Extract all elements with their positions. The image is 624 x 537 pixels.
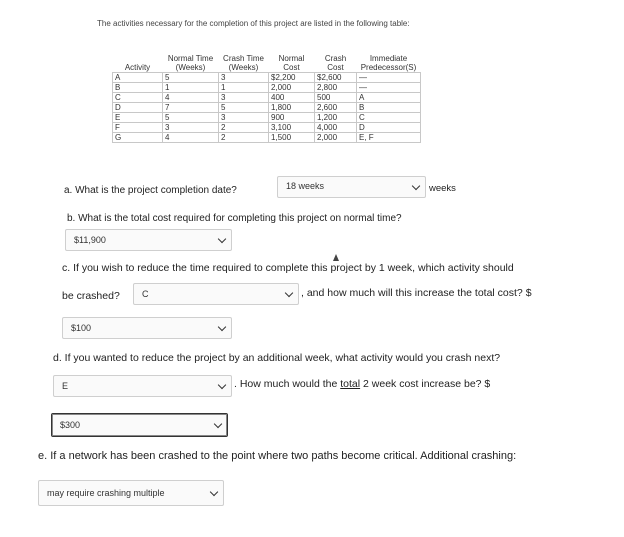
cell-predecessor: D [357,123,421,133]
activity-table [112,38,421,143]
cell-normal-time: 7 [163,103,219,113]
chevron-down-icon [218,323,226,331]
table-row [113,93,421,103]
cell-normal-cost: 400 [269,93,315,103]
question-b-text: b. What is the total cost required for completing this project on normal time? [67,213,402,224]
two-week-cost-select[interactable] [51,413,228,437]
next-crash-activity-select[interactable] [53,375,232,397]
cell-crash-cost: 2,800 [315,83,357,93]
intro-text: The activities necessary for the completion of this project are listed in the following table: [97,19,410,28]
header-normal-cost: Normal Cost [278,54,305,72]
question-d-suffix-underlined: total [340,378,361,390]
cell-activity: B [113,83,163,93]
crash-activity-value: C [142,289,149,299]
cell-normal-cost: 3,100 [269,123,315,133]
cell-crash-time: 1 [219,83,269,93]
cell-crash-cost: $2,600 [315,73,357,83]
cell-predecessor: — [357,73,421,83]
cell-activity: G [113,133,163,143]
table-header-row [113,38,421,73]
table-row [113,83,421,93]
question-d-text: d. If you wanted to reduce the project by an additional week, what activity would you crash next? [53,352,501,364]
cell-crash-time: 2 [219,123,269,133]
cell-crash-time: 3 [219,113,269,123]
question-a-text: a. What is the project completion date? [64,185,237,196]
cell-activity: E [113,113,163,123]
cell-activity: F [113,123,163,133]
cell-crash-time: 3 [219,93,269,103]
cell-crash-cost: 500 [315,93,357,103]
question-d-suffix [234,378,490,390]
cell-activity: D [113,103,163,113]
crash-cost-select[interactable] [62,317,232,339]
completion-date-value: 18 weeks [286,181,325,191]
question-d-suffix-end: 2 week cost increase be? $ [363,378,491,390]
cell-predecessor: E, F [357,133,421,143]
cell-crash-cost: 4,000 [315,123,357,133]
table-row [113,103,421,113]
question-d-suffix-start: . How much would the [234,378,338,390]
two-week-cost-value: $300 [60,420,81,430]
cell-crash-cost: 2,000 [315,133,357,143]
question-c-suffix: , and how much will this increase the total cost? $ [301,287,532,299]
additional-crashing-value: may require crashing multiple [47,488,165,498]
chevron-down-icon [214,420,222,428]
cell-crash-cost: 1,200 [315,113,357,123]
header-crash-cost: Crash Cost [324,54,347,72]
header-normal-time: Normal Time (Weeks) [167,54,214,72]
cell-normal-time: 1 [163,83,219,93]
question-a-suffix: weeks [429,183,456,194]
cell-normal-cost: 2,000 [269,83,315,93]
table-row [113,123,421,133]
chevron-down-icon [218,235,226,243]
cell-normal-time: 5 [163,73,219,83]
cell-normal-time: 4 [163,133,219,143]
mouse-pointer-icon [333,254,339,261]
chevron-down-icon [218,381,226,389]
cell-activity: C [113,93,163,103]
cell-crash-time: 2 [219,133,269,143]
table-row [113,133,421,143]
header-predecessor: Immediate Predecessor(S) [360,54,417,72]
additional-crashing-select[interactable] [38,480,224,506]
cell-normal-time: 4 [163,93,219,103]
cell-normal-cost: $2,200 [269,73,315,83]
header-activity: Activity [124,63,151,72]
cell-normal-cost: 1,500 [269,133,315,143]
chevron-down-icon [285,289,293,297]
chevron-down-icon [210,488,218,496]
normal-cost-value: $11,900 [74,235,106,245]
crash-activity-select[interactable] [133,283,299,305]
cell-predecessor: A [357,93,421,103]
question-c-text: c. If you wish to reduce the time required to complete this project by 1 week, which activity should [62,262,514,274]
cell-predecessor: — [357,83,421,93]
cell-normal-cost: 1,800 [269,103,315,113]
cell-predecessor: C [357,113,421,123]
cell-predecessor: B [357,103,421,113]
question-c-prefix: be crashed? [62,290,120,302]
table-row [113,73,421,83]
completion-date-select[interactable] [277,176,426,198]
cell-normal-time: 5 [163,113,219,123]
cell-normal-cost: 900 [269,113,315,123]
chevron-down-icon [412,182,420,190]
cell-crash-time: 5 [219,103,269,113]
cell-activity: A [113,73,163,83]
table-row [113,113,421,123]
normal-cost-select[interactable] [65,229,232,251]
cell-normal-time: 3 [163,123,219,133]
crash-cost-value: $100 [71,323,92,333]
header-crash-time: Crash Time (Weeks) [223,54,264,72]
cell-crash-cost: 2,600 [315,103,357,113]
cell-crash-time: 3 [219,73,269,83]
next-crash-activity-value: E [62,381,69,391]
question-e-text: e. If a network has been crashed to the point where two paths become critical. Additional crashing: [38,450,517,462]
